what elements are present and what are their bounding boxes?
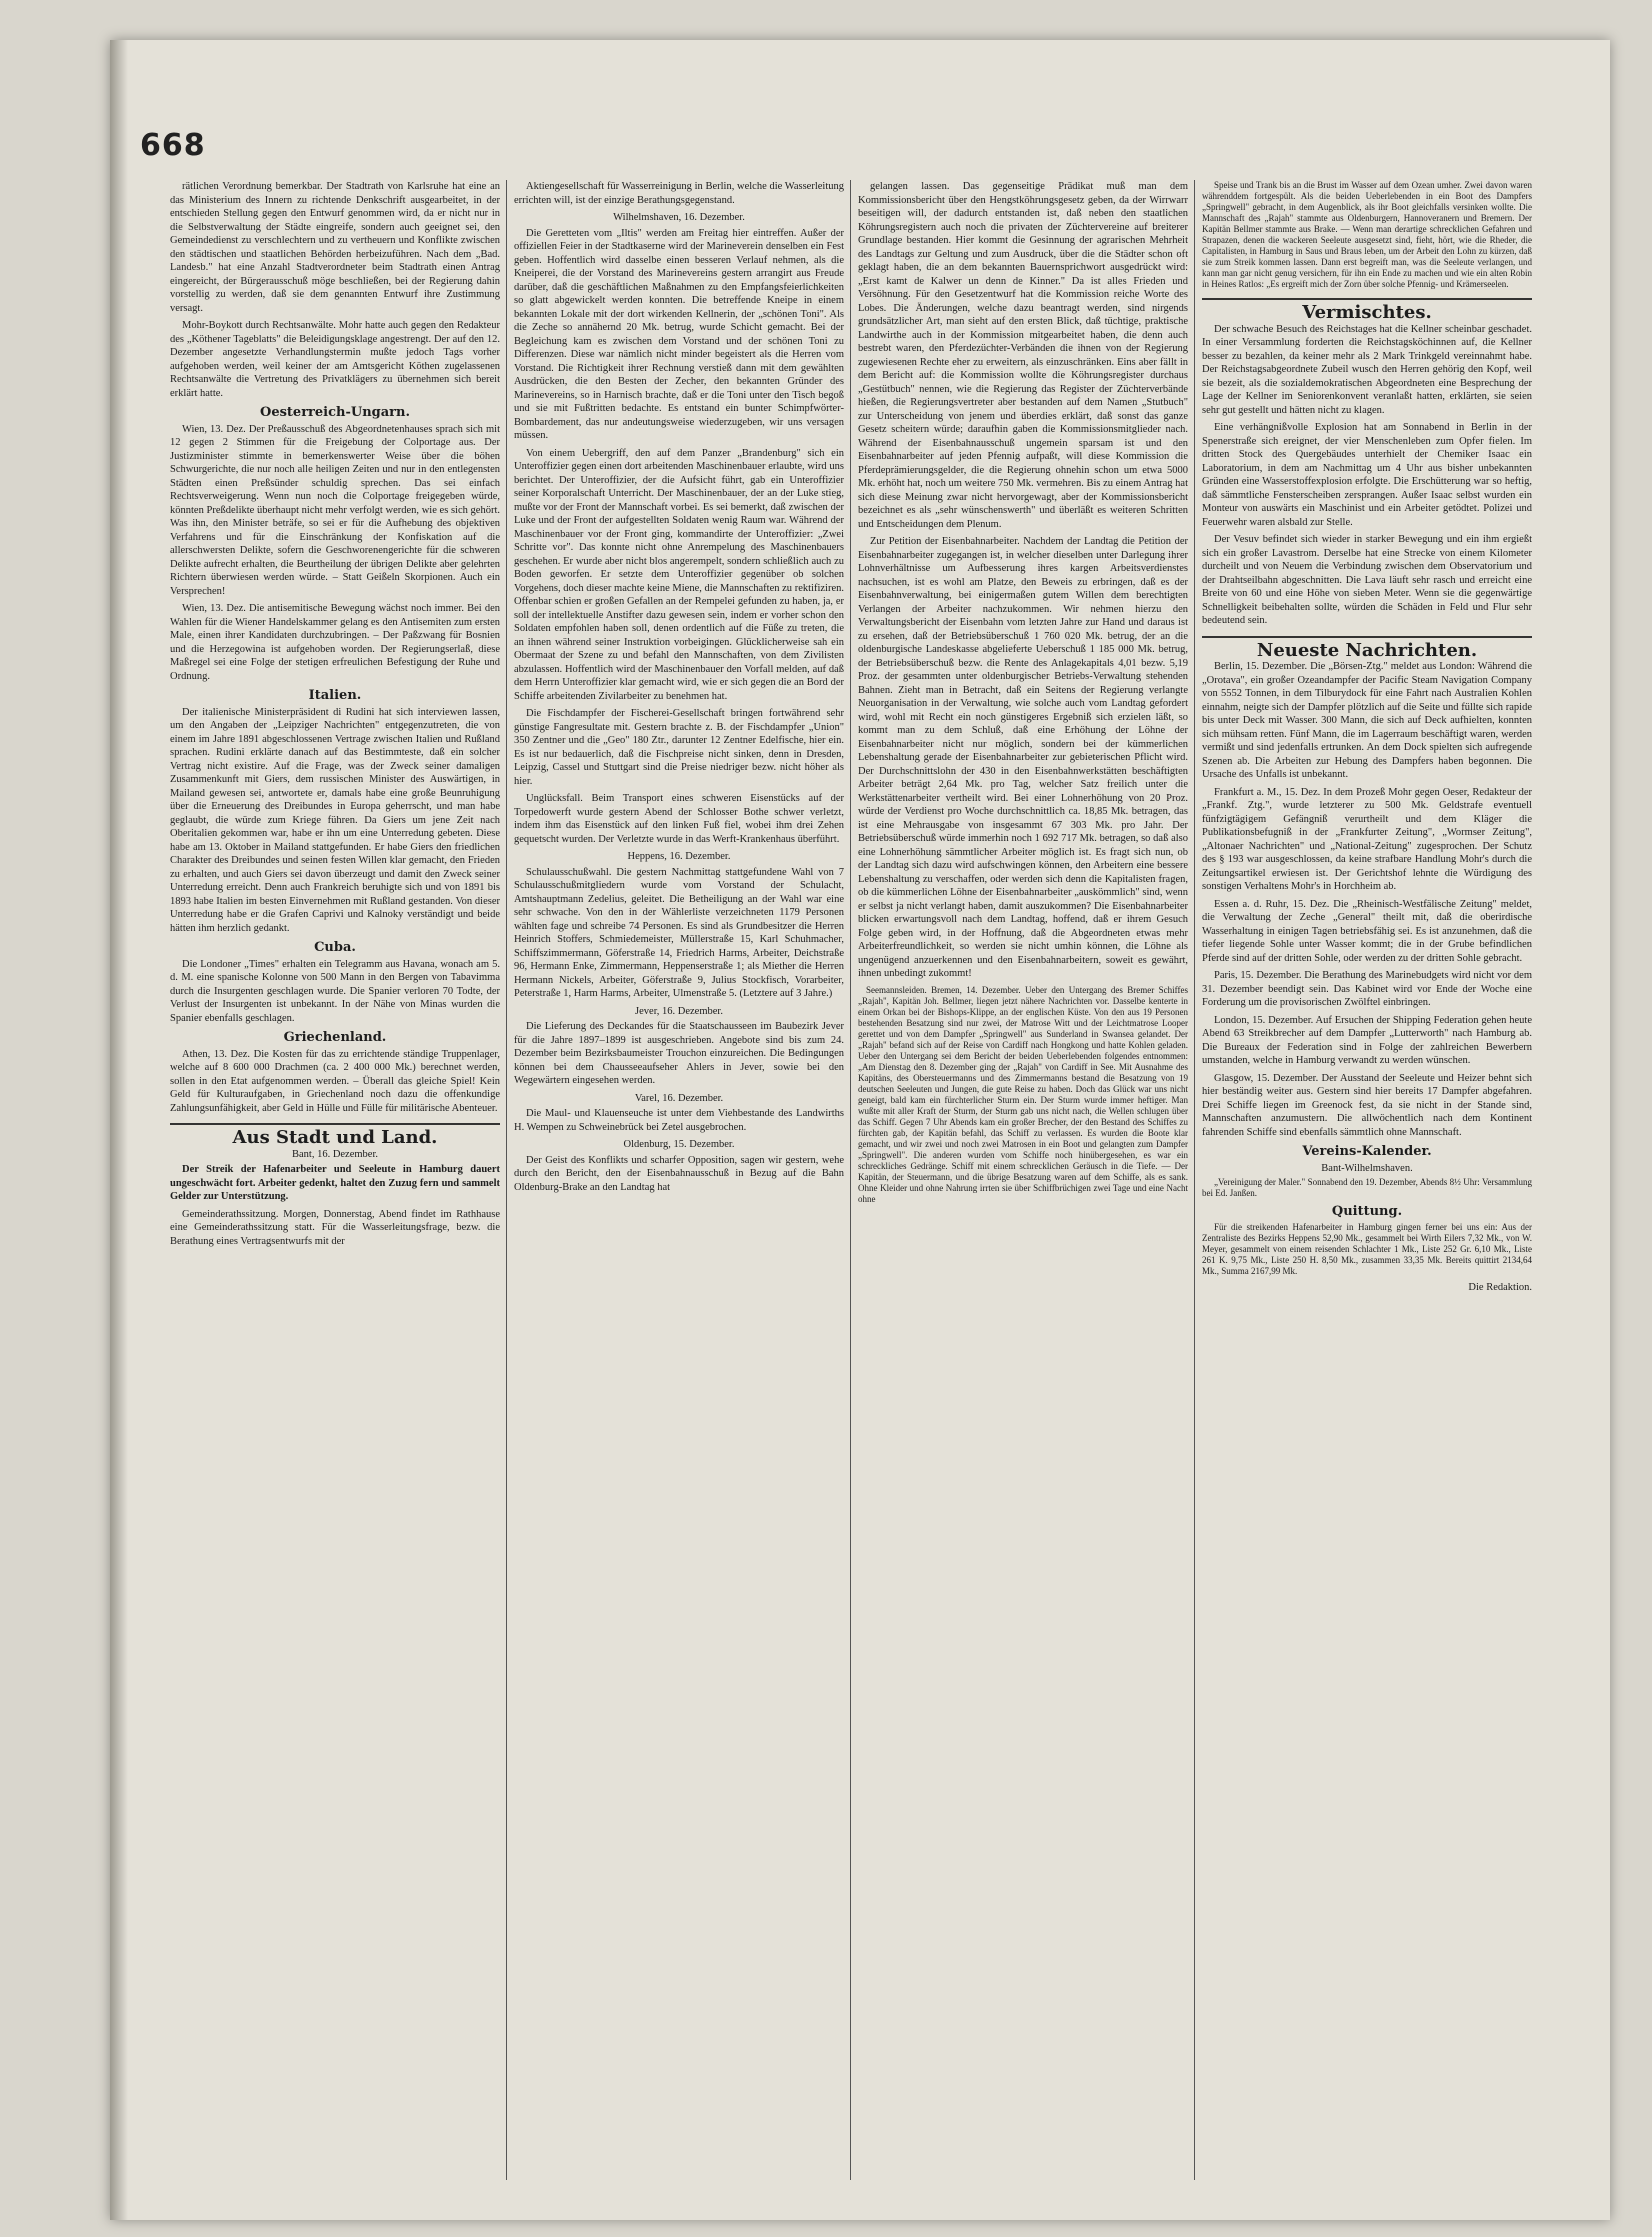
newspaper-page: [110, 40, 1610, 2220]
section-heading-misc: Vermischtes.: [1202, 298, 1532, 320]
article-paragraph: Von einem Uebergriff, den auf dem Panzer „Brandenburg" sich ein Unteroffizier gegen einen dort arbeitenden Maschinenbauer erlaubte, wird uns berichtet. Der Unteroffizier, der die Aufsicht führt, gab ein Unteroffizier seiner Korporalschaft Unterricht. Der Maschinenbauer, der an der Luke stieg, mußte vor der Front der Mannschaft vorbei. Es sei bemerkt, daß zwischen der Luke und der Front der aufgestellten Soldaten wenig Raum war. Während der Maschinenbauer vor der Front ging, kommandirte der Unteroffizier: „Zwei Schritte vor". Das konnte nicht ohne Anrempelung des Maschinenbauers geschehen. Er wurde aber nicht blos angerempelt, sondern schließlich auch zu Boden geworfen. Er setzte dem Unteroffizier gegenüber ob solchen Vorgehens, doch dieser machte keine Miene, die Mannschaften zu rektifiziren. Offenbar schien er großen Gefallen an der Rempelei gefunden zu haben, ja, er soll der intellektuelle Anstifter dazu gewesen sein, indem er vorher schon den Soldaten empfohlen haben soll, denen ordentlich auf die Füße zu treten, die an ihnen während seiner Instruktion vorbeigingen. Glücklicherweise sah ein Obermaat der Szene zu und befahl den Mannschaften, von dem Zivilisten abzulassen. Hoffentlich wird der Maschinenbauer den Vorfall melden, auf daß dem Herrn Unteroffizier klar gemacht wird, wie er sich gegen die an Bord der Schiffe arbeitenden Zivilarbeiter zu benehmen hat.: [514, 447, 844, 702]
article-paragraph: Der italienische Ministerpräsident di Rudini hat sich interviewen lassen, um den Angaben der „Leipziger Nachrichten" entgegenzutreten, die von einem im Jahre 1891 abgeschlossenen Vertrage zwischen Italien und Rußland sprachen. Rudini erklärte danach auf das Bestimmteste, daß ein solcher Vertrag nicht existire. Auf die Frage, was der Zweck seiner damaligen Zusammenkunft mit Giers, dem russischen Minister des Auswärtigen, in Mailand gewesen sei, antwortete er, damals habe eine große Beunruhigung über die Erneuerung des Dreibundes in Europa geherrscht, und man habe geglaubt, die würde zum Kriege führen. Da Giers um jene Zeit nach Oberitalien gekommen war, habe er ihn um eine Unterredung gebeten. Diese habe am 13. Oktober in Mailand stattgefunden. Er habe Giers den friedlichen Charakter des Dreibundes und seinen festen Willen klar gemacht, den Frieden zu erhalten, und auch Giers sei davon überzeugt und damit den Zweck seiner Unterredung erreicht. Denn auch Frankreich beruhigte sich und von 1891 bis 1893 habe Italien im besten Einvernehmen mit Rußland gestanden. Von dieser Unterredung habe er die Grafen Caprivi und Kalnoky verständigt und beide hätten ihm herzlich gedankt.: [170, 706, 500, 934]
article-paragraph: Mohr-Boykott durch Rechtsanwälte. Mohr hatte auch gegen den Redakteur des „Köthener Tageblatts" die Beleidigungsklage angestrengt. Der auf den 12. Dezember angesetzte Verhandlungstermin mußte jedoch Tags vorher aufgehoben werden, weil keiner der am Amtsgericht Köthen zugelassenen Rechtsanwälte die Vertretung des Privatklägers zu übernehmen sich bereit erklärt hatte.: [170, 320, 500, 399]
article-paragraph: Die Geretteten vom „Iltis" werden am Freitag hier eintreffen. Außer der offiziellen Feier in der Stadtkaserne wird der Marineverein denselben ein Fest geben. Hoffentlich wird dasselbe einen besseren Verlauf nehmen, als die Kneiperei, die der Vorstand des Marinevereins gestern arrangirt aus Freude darüber, daß die geschäftlichen Maßnahmen zu den Empfangsfeierlichkeiten so glatt abgewickelt werden konnten. Die betreffende Kneipe in einem bekannten Lokale mit der dort wirkenden Kellnerin, der „schönen Toni". Als die Zeche so annähernd 20 Mk. betrug, wurde Schicht gemacht. Bei der Begleichung kam es zwischen dem Vorstand und der schönen Toni zu Differenzen. Diese war nämlich nicht minder begeistert als die Herren vom Vorstand. Die Richtigkeit ihrer Rechnung verstieß dann mit dem gewählten Ausdrücken, die den Besten der Zecher, den bekannten Gründer des Marinevereins, so in Harnisch brachte, daß er die Toni unter den Tisch begoß und sie mit Fußtritten bedachte. Es entstand ein bunter Schimpfwörter-Bombardement, das nur andeutungsweise wiederzugeben, wir uns versagen müssen.: [514, 227, 844, 441]
article-paragraph: Die Maul- und Klauenseuche ist unter dem Viehbestande des Landwirths H. Wempen zu Schweinebrück bei Zetel ausgebrochen.: [514, 1108, 844, 1133]
small-print-block: [858, 985, 1188, 1205]
article-paragraph: Für die streikenden Hafenarbeiter in Hamburg gingen ferner bei uns ein: Aus der Zentraliste des Bezirks Heppens 52,90 Mk., gesammelt bei Wirth Eilers 7,32 Mk., von W. Meyer, gesammelt von einem reisenden Schlachter 1 Mk., Liste 252 Gr. 6,10 Mk., Liste 261 K. 9,75 Mk., Liste 250 H. 8,50 Mk., zusammen 33,35 Mk. Bereits quittirt 2134,64 Mk., Summa 2167,99 Mk.: [1202, 1221, 1532, 1276]
article-paragraph: rätlichen Verordnung bemerkbar. Der Stadtrath von Karlsruhe hat eine an das Ministerium des Innern zu richtende Denkschrift ausgearbeitet, in der entschieden Stellung gegen den Entwurf genommen wird, da er nicht nur in die Selbstverwaltung der Städte eingreife, sondern auch geeignet sei, den Gemeindedienst zu verschlechtern und zu vertheuern und Konflikte zwischen den städtischen und staatlichen Behörden herbeizuführen. Nach dem „Bad. Landesb." hat eine Anzahl Stadtverordneter beim Stadtrath einen Antrag eingereicht, der Bürgerausschuß möge beschließen, bei der Regierung dahin vorstellig zu werden, daß sie dem genannten Entwurf ihre Zustimmung versagt.: [170, 181, 500, 314]
column-2: [514, 180, 844, 2180]
dateline: Bant, 16. Dezember.: [291, 1148, 378, 1160]
section-heading-italy: Italien.: [308, 688, 362, 703]
dateline: Wilhelmshaven, 16. Dezember.: [613, 212, 745, 223]
article-paragraph: Der Geist des Konflikts und scharfer Opposition, sagen wir gestern, wehe durch den Bericht, den der Eisenbahnausschuß in Bezug auf die Bahn Oldenburg-Brake an den Landtag hat: [514, 1154, 844, 1193]
article-paragraph: Der schwache Besuch des Reichstages hat die Kellner scheinbar geschadet. In einer Versammlung forderten die Reichstagsköchinnen auf, die Kellner besser zu bezahlen, da keiner mehr als 2 Mark Trinkgeld vereinnahmt habe. Der Reichstagsabgeordnete Zubeil wusch den Herren gehörig den Kopf, weil sie bezeit, als die sozialdemokratischen Abgeordneten eine Besprechung der Lage der Kellner im Seniorenkonvent veranlaßt hatten, erklärten, sie seien sehr gut gestellt und hätten nicht zu klagen.: [1202, 323, 1532, 416]
article-paragraph: Essen a. d. Ruhr, 15. Dez. Die „Rheinisch-Westfälische Zeitung" meldet, die Verwaltung der Zeche „General" theilt mit, daß die oberirdische Wasserhaltung in einigen Tagen betriebsfähig sei. Es ist anzunehmen, daß die tiefer liegende Sohle unter Wasser kommt; die in der Grube befindlichen Pferde sind auf der dritten Sohle, oder werden zu der dritten Sohle gebracht.: [1202, 898, 1532, 964]
article-paragraph: Paris, 15. Dezember. Die Berathung des Marinebudgets wird nicht vor dem 31. Dezember beendigt sein. Das Kabinet wird vor Ende der Woche eine Forderung um die provisorischen Zwölftel einbringen.: [1202, 970, 1532, 1008]
section-heading-austria: Oesterreich-Ungarn.: [260, 405, 410, 420]
article-paragraph: Die Fischdampfer der Fischerei-Gesellschaft bringen fortwährend sehr günstige Fangresultate mit. Gestern brachte z. B. der Fischdampfer „Union" 350 Zentner und die „Geo" 180 Ztr., darunter 12 Zentner Edelfische, hier ein. Es ist nur bedauerlich, daß die Fischpreise nicht sinken, denn in Dresden, Leipzig, Cassel und Stuttgart sind die Preise niedriger bezw. nicht höher als hier.: [514, 708, 844, 787]
article-paragraph: Gemeinderathssitzung. Morgen, Donnerstag, Abend findet im Rathhause eine Gemeinderathssitzung statt. Für die Wasserleitungsfrage, bezw. die Berathung eines Vertragsentwurfs mit der: [170, 1208, 500, 1247]
article-paragraph: gelangen lassen. Das gegenseitige Prädikat muß man dem Kommissionsbericht über den Hengstköhrungsgesetz geben, da der Wirrwarr beseitigen will, der dadurch entstanden ist, daß neben den staatlichen Köhrungsregistern auch noch die privaten der Züchtervereine auf breiterer Grundlage bestanden. Hier kommt die Gesinnung der agrarischen Mehrheit des Landtags zur Geltung und zum Ausdruck, über die die Städter schon oft geklagt haben, die an dem bekannten Bauernsprichwort ausgedrückt wird: „Erst kamt de Kalwer un denn de Kinner." Da ist alles Frieden und Versöhnung. Für den Gesetzentwurf hat die Kommission reiche Worte des Lobes. Die Änderungen, welche dazu beantragt werden, sind nirgends grundsätzlicher Art, man sieht auf den ersten Blick, daß tüchtige, praktische Landwirthe auch in der Kommission mitgearbeitet haben, die denn auch bestrebt waren, den Pferdezüchter-Verbänden die ihnen von der Regierung zugewiesenen Rechte eher zu erweitern, als einzuschränken. Eins aber fällt in dem Bericht auf: die Kommission wollte die Köhrungsregister durchaus „Gestütbuch" nennen, wie die Regierung das Register der Züchterverbände hießen, die Regierungsvertreter aber bestanden auf dem Namen „Stutbuch" zur Unterscheidung von jenem und überdies erklärt, daß sonst das ganze Gesetz scheitern würde; daraufhin gaben die Kommissionsmitglieder nach. Während der Eisenbahnausschuß ungemein sparsam ist und den Eisenbahnarbeiter auf jeden Pfennig aufpaßt, will diese Kommission die Pferdeprämierungsgelder, die die Regierung ohnehin schon um etwa 5000 Mk. erhöht hat, noch um weitere 750 Mk. vermehren. Bis zu einem Antrag hat sich diese Meinung zwar nicht hervorgewagt, aber der Kommissionsbericht bezeichnet es als „sehr wünschenswerth" und überläßt es weiteren Schritten und Entscheidungen dem Plenum.: [858, 181, 1188, 530]
article-paragraph: Aktiengesellschaft für Wasserreinigung in Berlin, welche die Wasserleitung errichten will, ist der einzige Berathungsgegenstand.: [514, 181, 844, 206]
article-paragraph: Die Lieferung des Deckandes für die Staatschausseen im Baubezirk Jever für die Jahre 1897–1899 ist ausgeschrieben. Angebote sind bis zum 24. Dezember beim Bezirksbaumeister Trouchon einzureichen. Die Bedingungen können bei dem Chausseeaufseher Ahlers in Jever, sowie bei den Wegewärtern eingesehen werden.: [514, 1021, 844, 1086]
article-paragraph: Die Londoner „Times" erhalten ein Telegramm aus Havana, wonach am 5. d. M. eine spanische Kolonne von 500 Mann in den Bergen von Tabavimma durch die Insurgenten geschlagen wurde. Die Spanier verloren 70 Todte, der Verlust der Insurgenten ist unbekannt. In der Nähe von Minas wurden die Spanier ebenfalls geschlagen.: [170, 958, 500, 1024]
article-paragraph: Eine verhängnißvolle Explosion hat am Sonnabend in Berlin in der Spenerstraße sich ereignet, der vier Menschenleben zum Opfer fielen. Im dritten Stock des Quergebäudes unterhielt der Chemiker Isaac ein Laboratorium, in dem am Nachmittag um 4 Uhr aus bisher unbekannten Gründen eine Wasserstoffexplosion erfolgte. Die Erschütterung war so heftig, daß sämmtliche Fensterscheiben zersprangen. Außer Isaac selbst wurden ein Monteur von auswärts ein Maschinist und ein Arbeiter getödtet. Polizei und Feuerwehr waren alsbald zur Stelle.: [1202, 422, 1532, 528]
signature-line: Die Redaktion.: [1468, 1281, 1532, 1293]
column-rule: [1194, 180, 1195, 2180]
article-paragraph: Wien, 13. Dez. Der Preßausschuß des Abgeordnetenhauses sprach sich mit 12 gegen 2 Stimmen für die Freigebung der Colportage aus. Der Justizminister stimmte in bemerkenswerter Weise über die böhen Schwurgerichte, die nur noch alle heiligen Zeiten und nur in den entlegensten Städten einen Preßsünder schuldig sprechen. Das sei einfach Rechtsverweigerung. Wenn nun noch die Colportage freigegeben würde, könnten Preßdelikte überhaupt nicht mehr verfolgt werden, wie es sich gehört. Was ihn, den Minister beträfe, so sei er für die Aufhebung des objektiven Verfahrens und für die Einschränkung der Konfiskation auf die allerschwersten Delikte, sofern die Geschworenengerichte für die schweren Delikte aufrecht erhalten, die Beurtheilung der übrigen Delikte aber gelehrten Richtern überwiesen werden würde. – Statt Geißeln Skorpionen. Auch ein Versprechen!: [170, 423, 500, 597]
small-print-block: [1202, 180, 1532, 290]
dateline: Heppens, 16. Dezember.: [627, 851, 731, 862]
section-heading-quittung: Quittung.: [1331, 1204, 1403, 1219]
section-heading-cuba: Cuba.: [314, 940, 356, 955]
dateline: Jever, 16. Dezember.: [635, 1005, 723, 1017]
article-paragraph: Zur Petition der Eisenbahnarbeiter. Nachdem der Landtag die Petition der Eisenbahnarbeiter zugegangen ist, in welcher dieselben unter Darlegung ihrer Lohnverhältnisse um Aufbesserung ihres kargen Arbeitsverdienstes nachsuchen, ist es wohl am Platze, den Beweis zu erbringen, daß es der Eisenbahnverwaltung, bei einigermaßen gutem Willen dem berechtigten Verlangen der Arbeiter nachzukommen. Wir nehmen hierzu den Verwaltungsbericht der Eisenbahn vom letzten Jahre zur Hand und daraus ist zu ersehen, daß der Betriebsüberschuß 1 760 020 Mk. betrug, der an die oldenburgische Landeskasse abgelieferte Ueberschuß 1 185 000 Mk. betrug, der Betriebsüberschuß bezw. die Rente des Anlagekapitals 4,01 bezw. 5,19 Proz. der gesammten unter oldenburgischer Betriebs-Verwaltung stehenden Bahnen. Zieht man in Betracht, daß ein Seitens der Regierung verlangte Neuorganisation in der Verwaltung, wie solche auch vom Landtag gefordert wird, wohl mit Recht ein noch günstigeres Ergebniß sich erzielen läßt, so kommt man zu dem Schluß, daß eine Erhöhung der Löhne der Eisenbahnarbeiter nicht nur möglich, sondern bei der kümmerlichen Lebenshaltung gerade der Eisenbahnarbeiter zur gebieterischen Pflicht wird. Der Durchschnittslohn der 430 in den Eisenbahnwerkstätten beschäftigten Arbeiter beträgt 2,64 Mk. pro Tag, welcher Satz freilich unter die Werkstättenarbeiter vertheilt wird. Bei einer Lohnerhöhung von 20 Proz. würde der Verdienst pro Woche durchschnittlich ca. 18,85 Mk. betragen, das ist eine Mehrausgabe von insgesammt 67 303 Mk. pro Jahr. Der Betriebsüberschuß würde immerhin noch 1 692 717 Mk. betragen, so daß also eine Lohnerhöhung sämmtlicher Arbeiter möglich ist. Es fragt sich nun, ob der Landtag sich dazu wird aufschwingen können, den Arbeitern eine bessere Lebenshaltung zu verschaffen, oder werden sich denn die Kapitalisten fragen, ob die kümmerlichen Löhne der Eisenbahnarbeiter „auskömmlich" sind, wenn er selbst ja nicht verlangt haben, damit auszukommen? Die Eisenbahnarbeiter blicken erwartungsvoll nach dem Landtag, hoffend, daß er ihrem Gesuch Folge geben wird, in der Hoffnung, daß die Abgeordneten etwas mehr Arbeiterfreundlichkeit, so werden sie nicht umhin können, die Löhne als ungenügend anzuerkennen und den Eisenbahnarbeitern, soweit es gewährt, ihnen unbedingt zukommt!: [858, 536, 1188, 979]
column-rule: [850, 180, 851, 2180]
column-1: [170, 180, 500, 2180]
article-paragraph: Glasgow, 15. Dezember. Der Ausstand der Seeleute und Heizer behnt sich hier beständig weiter aus. Gestern sind hier bereits 17 Dampfer abgefahren. Drei Schiffe liegen im Greenock fest, da sie nicht in der Stande sind, Mannschaften anzumustern. Die allwöchentlich nach dem Kontinent fahrenden Schiffe sind ebenfalls sämmtlich ohne Mannschaft.: [1202, 1072, 1532, 1138]
article-paragraph: Berlin, 15. Dezember. Die „Börsen-Ztg." meldet aus London: Während die „Orotava", ein großer Ozeandampfer der Pacific Steam Navigation Company von 5552 Tonnen, in dem Tilburydock für eine Fahrt nach Australien Kohlen einnahm, neigte sich der Dampfer plötzlich auf die Seite und füllte sich rapide bis unter Deck mit Wasser. 300 Mann, die sich auf Deck aufhielten, konnten sich mühsam retten. Fünf Mann, die im Lagerraum beschäftigt waren, werden vermißt und sind jedenfalls ertrunken. An dem Dock spielten sich aufregende Szenen ab. Die Arbeiten zur Hebung des Dampfers haben begonnen. Die Ursache des Unfalls ist unbekannt.: [1202, 661, 1532, 780]
section-heading-greece: Griechenland.: [283, 1030, 387, 1045]
article-paragraph: Der Streik der Hafenarbeiter und Seeleute in Hamburg dauert ungeschwächt fort. Arbeiter gedenkt, haltet den Zuzug fern und sammelt Gelder zur Unterstützung.: [170, 1164, 500, 1202]
article-paragraph: „Vereinigung der Maler." Sonnabend den 19. Dezember, Abends 8½ Uhr: Versammlung bei Ed. Janßen.: [1202, 1177, 1532, 1198]
article-paragraph: Schulausschußwahl. Die gestern Nachmittag stattgefundene Wahl von 7 Schulausschußmitgliedern wurde vom Vorstand der Schulacht, Amtshauptmann Zedelius, geleitet. Die Betheiligung an der Wahl war eine sehr schwache. Von den in der Wählerliste verzeichneten 1179 Personen wählten fage und schreibe 74 Personen. Es sind als Grundbesitzer die Herren Heinrich Stoffers, Schmiedemeister, Müllerstraße 15, Karl Schuhmacher, Schiffszimmermann, Göferstraße 14, Friedrich Harms, Arbeiter, Deichstraße 96, Hermann Enke, Zimmermann, Heppenserstraße 1; als Miether die Herren Hermann Nickels, Arbeiter, Göferstraße 9, Julius Stockfisch, Vorarbeiter, Peterstraße 1, Harm Harms, Arbeiter, Ulmenstraße 5. (Letztere auf 3 Jahre.): [514, 866, 844, 999]
dateline: Oldenburg, 15. Dezember.: [623, 1139, 735, 1150]
dateline: Varel, 16. Dezember.: [634, 1092, 724, 1104]
column-4: [1202, 180, 1532, 2180]
article-paragraph: Speise und Trank bis an die Brust im Wasser auf dem Ozean umher. Zwei davon waren währenddem fortgespült. Als die beiden Ueberlebenden in ein Boot des Dampfers „Springwell" gebracht, in dem Augenblick, als ihr Boot gleichfalls versinken wollte. Die Mannschaft des „Rajah" stammte aus Oldenburgern, Hannoveranern und Bremern. Der Kapitän Bellmer stammte aus Brake. — Wenn man derartige schrecklichen Gefahren und Strapazen, denen die wackeren Seeleute ausgesetzt sind, fieht, hört, wie die Rheder, die Capitalisten, in Hamburg in Saus und Braus leben, um der Arbeit den Lohn zu kürzen, daß sie zum Streik kommen lassen. Dann erst begreift man, was die Seeleute verlangen, und kann man gar nicht genug versichern, für ihn ein Ende zu machen und wie ein alten Robin in Heines Ratlos: „Es ergreift mich der Zorn über solche Pfennig- und Krämerseelen.: [1202, 180, 1532, 289]
article-paragraph: Frankfurt a. M., 15. Dez. In dem Prozeß Mohr gegen Oeser, Redakteur der „Frankf. Ztg.", wurde letzterer zu 500 Mk. Geldstrafe eventuell fünfzigtägigem Gefängniß verurtheilt und dem Kläger die Publikationsbefugniß in der „Frankfurter Zeitung", „Wormser Zeitung", „Altonaer Nachrichten" und „National-Zeitung" zugesprochen. Der Schutz des § 193 war ausgeschlossen, da keine strafbare Handlung Mohr's durch die Zeitungsartikel erwiesen ist. Der Gerichtshof lehnte die Würdigung des sonstigen Verhaltens Mohr's in Horchheim ab.: [1202, 786, 1532, 892]
article-paragraph: Wien, 13. Dez. Die antisemitische Bewegung wächst noch immer. Bei den Wahlen für die Wiener Handelskammer gelang es den Antisemiten zum ersten Male, einen ihrer Kandidaten durchzubringen. – Der Paßzwang für Bosnien und die Herzegowina ist aufgehoben worden. Der Regierungserlaß, diese Maßregel sei eine Folge der stetigen erfreulichen Befestigung der Ruhe und Ordnung.: [170, 603, 500, 682]
section-heading-vereins: Vereins-Kalender.: [1302, 1144, 1432, 1159]
article-paragraph: Der Vesuv befindet sich wieder in starker Bewegung und ein ihm ergießt sich ein großer Lavastrom. Derselbe hat eine Strecke von einem Kilometer durcheilt und von Neuem die Verbindung zwischen dem Observatorium und der Drahtseilbahn abgeschnitten. Die Lava läuft sehr rasch und erreicht eine Breite von 60 und eine Höhe von sieben Meter. Wenn sie die gegenwärtige Schnelligkeit beibehalten sollte, würden die Schäden in Feld und Flur sehr bedeutend sein.: [1202, 534, 1532, 626]
page-number: 668: [140, 128, 206, 163]
article-paragraph: Athen, 13. Dez. Die Kosten für das zu errichtende ständige Truppenlager, welche auf 8 600 000 Drachmen (ca. 2 400 000 Mk.) berechnet werden, sollen in den Etat aufgenommen werden. – Überall das gleiche Spiel! Kein Geld für Kulturaufgaben, in Griechenland noch dazu die offenkundige Zahlungsunfähigkeit, aber Geld in Hülle und Fülle für militärische Abenteuer.: [170, 1048, 500, 1114]
article-paragraph: Seemannsleiden. Bremen, 14. Dezember. Ueber den Untergang des Bremer Schiffes „Rajah", Kapitän Joh. Bellmer, liegen jetzt nähere Nachrichten vor. Dasselbe kenterte in einem Orkan bei der Bishops-Klippe, an der englischen Küste. Von den aus 19 Personen bestehenden Besatzung sind nur zwei, der Matrose Witt und der Leichtmatrose Looper gerettet und von dem Dampfer „Springwell" aus Sunderland in Swansea gelandet. Der „Rajah" befand sich auf der Reise von Cardiff nach Hongkong und hatte Kohlen geladen. Ueber den Untergang sei dem Bericht der beiden Ueberlebenden folgendes entnommen: „Am Dienstag den 8. Dezember ging der „Rajah" von Cardiff in See. Mit Ausnahme des Kapitäns, des Obersteuermanns und des Zimmermanns bestand die Besatzung von 19 deutschen Seeleuten und Jungen, die gute Reise zu haben. Doch das Glück war uns nicht geneigt, bald kam ein fürchterlicher Sturm ein. Der Sturm wurde immer heftiger. Man wußte mit aller Kraft der Sturm, der Sturm gab uns nicht nach, die Wellen schlugen über das Schiff. Gegen 7 Uhr Abends kam ein großer Brecher, der den Bestand des Schiffes zu fürchten gab, der Kapitän befahl, das Schiff zu verlassen. Es wurden die Boote klar gemacht, und wir zwei und noch zwei Matrosen in ein Boot und gelangten zum Dampfer „Springwell". Die anderen wurden vom Schiffe noch hinübergesehen, es war ein schreckliches Gedränge. Schiff mit einem schrecklichen Geräusch in die Tiefe. — Der Kapitän, der Steuermann, und die übrige Besatzung waren auf dem Schiffe, als es sank. Ohne Kleider und ohne Nahrung irrten sie über Schiffbrüchigen zwei Tage und eine Nacht ohne: [858, 984, 1188, 1204]
column-3: [858, 180, 1188, 2180]
dateline: Bant-Wilhelmshaven.: [1321, 1162, 1413, 1174]
section-heading-news: Neueste Nachrichten.: [1202, 636, 1532, 658]
article-paragraph: London, 15. Dezember. Auf Ersuchen der Shipping Federation gehen heute Abend 63 Streikbrecher auf dem Dampfer „Lutterworth" nach Hamburg ab. Die Bureaux der Federation sind in Folge der zahlreichen Bewerbern umstanden, welche in Hamburg verwandt zu werden wünschen.: [1202, 1014, 1532, 1066]
column-rule: [506, 180, 507, 2180]
article-paragraph: Unglücksfall. Beim Transport eines schweren Eisenstücks auf der Torpedowerft wurde gestern Abend der Schlosser Bothe schwer verletzt, indem ihm das Eisenstück auf den linken Fuß fiel, wobei ihm drei Zehen gequetscht wurden. Der Verletzte wurde in das Werft-Krankenhaus überführt.: [514, 793, 844, 845]
section-heading-local: Aus Stadt und Land.: [170, 1123, 500, 1145]
